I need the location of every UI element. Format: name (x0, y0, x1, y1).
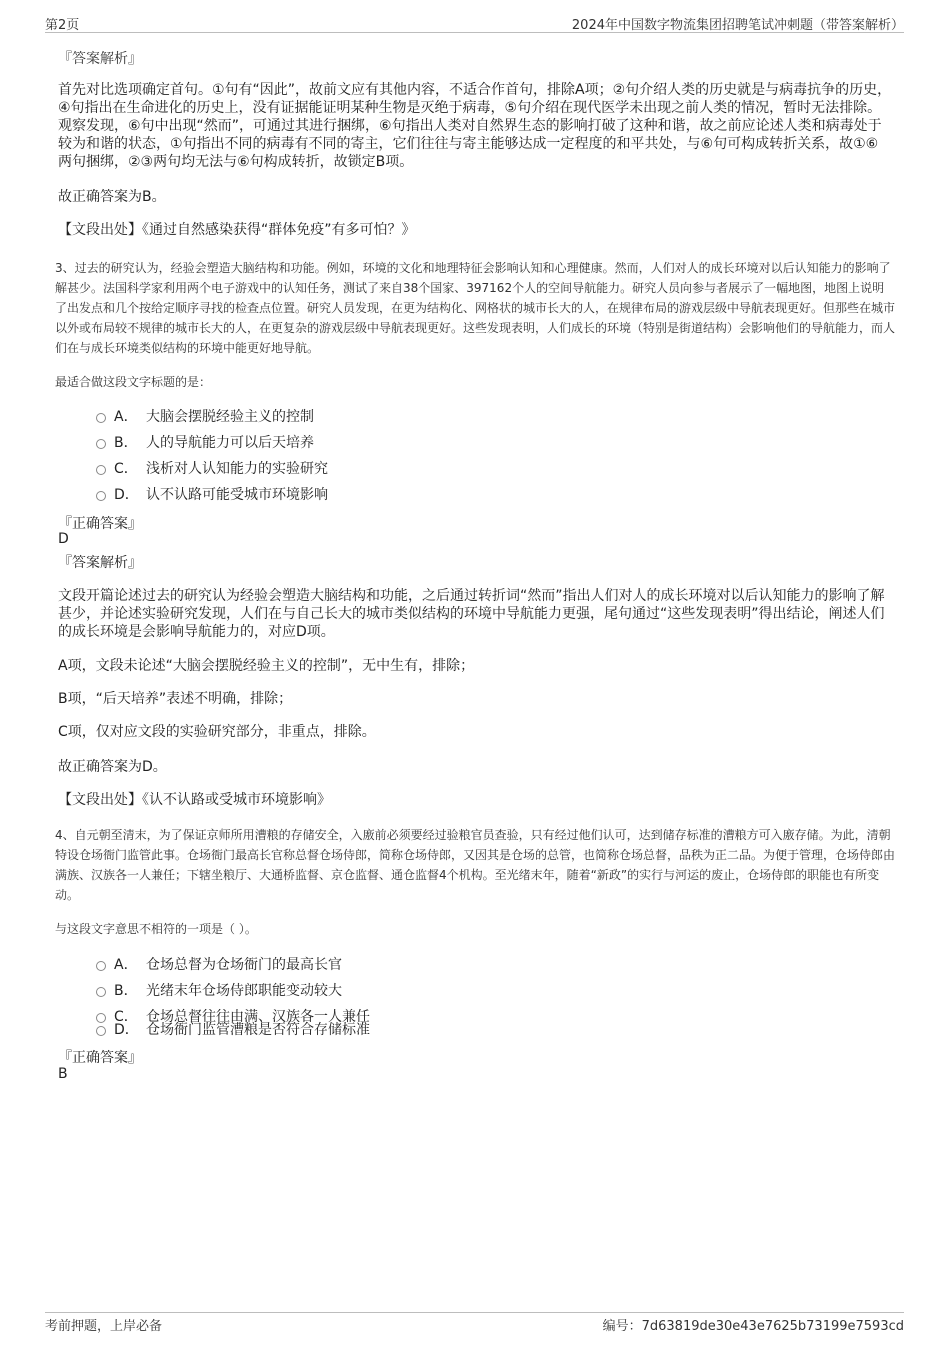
document-id: 编号：7d63819de30e43e7625b73199e7593cd (602, 1319, 904, 1334)
q3-note-c: C项，仅对应文段的实验研究部分，非重点，排除。 (58, 724, 376, 740)
radio-icon[interactable] (96, 491, 106, 501)
option-text: 浅析对人认知能力的实验研究 (146, 461, 328, 477)
option-key: C． (114, 1009, 138, 1025)
option-key: A． (114, 957, 138, 973)
q2-source: 【文段出处】《通过自然感染获得“群体免疫”有多可怕？》 (58, 222, 416, 238)
option-key: D． (114, 487, 139, 503)
option-key: A． (114, 409, 138, 425)
q4-text: 4、自元朝至清末，为了保证京师所用漕粮的存储安全，入廒前必须要经过验粮官员查验，只有经过他们认可，达到储存标准的漕粮方可入廒存储。为此，清朝特设仓场衙门监管此事。仓场衙门最高长官称总督仓场侍郎，简称仓场侍郎，又因其是仓场的总管，也简称仓场总督，品秩为正二品。为便于管理，仓场侍郎由满族、汉族各一人兼任；下辖坐粮厅、大通桥监督、京仓监督、通仓监督4个机构。至光绪末年，随着“新政”的实行与河运的废止，仓场侍郎的职能也有所变动。 (55, 828, 896, 902)
q3-analysis-label: 『答案解析』 (58, 555, 142, 571)
radio-icon[interactable] (96, 961, 106, 971)
q4-answer: B (58, 1066, 68, 1082)
option-text: 仓场总督往往由满、汉族各一人兼任 (146, 1009, 370, 1025)
option-text: 认不认路可能受城市环境影响 (146, 487, 328, 503)
q2-analysis-label: 『答案解析』 (58, 51, 142, 67)
option-key: B． (114, 983, 138, 999)
footer-slogan: 考前押题，上岸必备 (45, 1319, 163, 1334)
q3-prompt: 最适合做这段文字标题的是： (55, 375, 212, 389)
q3-answer: D (58, 531, 69, 547)
radio-icon[interactable] (96, 1013, 106, 1023)
q3-analysis: 文段开篇论述过去的研究认为经验会塑造大脑结构和功能，之后通过转折词“然而”指出人们对人的成长环境对以后认知能力的影响了解甚少，并论述实验研究发现，人们在与自己长大的城市类似结构的环境中导航能力更强，尾句通过“这些发现表明”得出结论，阐述人们的成长环境是会影响导航能力的，对应D项。 (58, 588, 885, 640)
q3-answer-label: 『正确答案』 (58, 516, 142, 532)
option-text: 光绪末年仓场侍郎职能变动较大 (146, 983, 342, 999)
radio-icon[interactable] (96, 465, 106, 475)
q3-note-b: B项，“后天培养”表述不明确，排除； (58, 691, 293, 707)
q4-answer-label: 『正确答案』 (58, 1050, 142, 1066)
radio-icon[interactable] (96, 1026, 106, 1036)
q3-conclusion: 故正确答案为D。 (58, 759, 167, 775)
page-header (45, 12, 904, 33)
q2-conclusion: 故正确答案为B。 (58, 189, 166, 205)
q3-text: 3、过去的研究认为，经验会塑造大脑结构和功能。例如，环境的文化和地理特征会影响认知和心理健康。然而，人们对人的成长环境对以后认知能力的影响了解甚少。法国科学家利用两个电子游戏中的认知任务，测试了来自38个国家、397162个人的空间导航能力。研究人员向参与者展示了一幅地图，地图上说明了出发点和几个按给定顺序寻找的检查点位置。研究人员发现，在更为结构化、网格状的城市长大的人，在规律布局的游戏层级中导航表现更好。但那些在城市以外或布局较不规律的城市长大的人，在更复杂的游戏层级中导航表现更好。这些发现表明，人们成长的环境（特别是街道结构）会影响他们的导航能力，而人们在与成长环境类似结构的环境中能更好地导航。 (55, 261, 896, 355)
page-number: 第2页 (45, 18, 80, 33)
q2-analysis: 首先对比选项确定首句。①句有“因此”，故前文应有其他内容，不适合作首句，排除A项；②句介绍人类的历史就是与病毒抗争的历史，④句指出在生命进化的历史上，没有证据能证明某种生物是灭绝于病毒，⑤句介绍在现代医学未出现之前人类的情况，暂时无法排除。观察发现，⑥句中出现“然而”，可通过其进行捆绑，⑥句指出人类对自然界生态的影响打破了这种和谐，故之前应论述人类和病毒处于较为和谐的状态，①句指出不同的病毒有不同的寄主，它们往往与寄主能够达成一定程度的和平共处，与⑥句可构成转折关系，故①⑥两句捆绑，②③两句均无法与⑥句构成转折，故锁定B项。 (58, 82, 892, 170)
option-text: 人的导航能力可以后天培养 (146, 435, 314, 451)
option-key: D． (114, 1022, 139, 1038)
option-text: 大脑会摆脱经验主义的控制 (146, 409, 314, 425)
q3-note-a: A项，文段未论述“大脑会摆脱经验主义的控制”，无中生有，排除； (58, 658, 475, 674)
q4-prompt: 与这段文字意思不相符的一项是（ ）。 (55, 922, 257, 936)
option-text: 仓场总督为仓场衙门的最高长官 (146, 957, 342, 973)
option-key: B． (114, 435, 138, 451)
option-text: 仓场衙门监管漕粮是否符合存储标准 (146, 1022, 370, 1038)
option-key: C． (114, 461, 138, 477)
page-footer (45, 1312, 904, 1335)
radio-icon[interactable] (96, 413, 106, 423)
document-title: 2024年中国数字物流集团招聘笔试冲刺题（带答案解析） (571, 18, 904, 33)
q3-source: 【文段出处】《认不认路或受城市环境影响》 (58, 792, 331, 808)
radio-icon[interactable] (96, 987, 106, 997)
radio-icon[interactable] (96, 439, 106, 449)
